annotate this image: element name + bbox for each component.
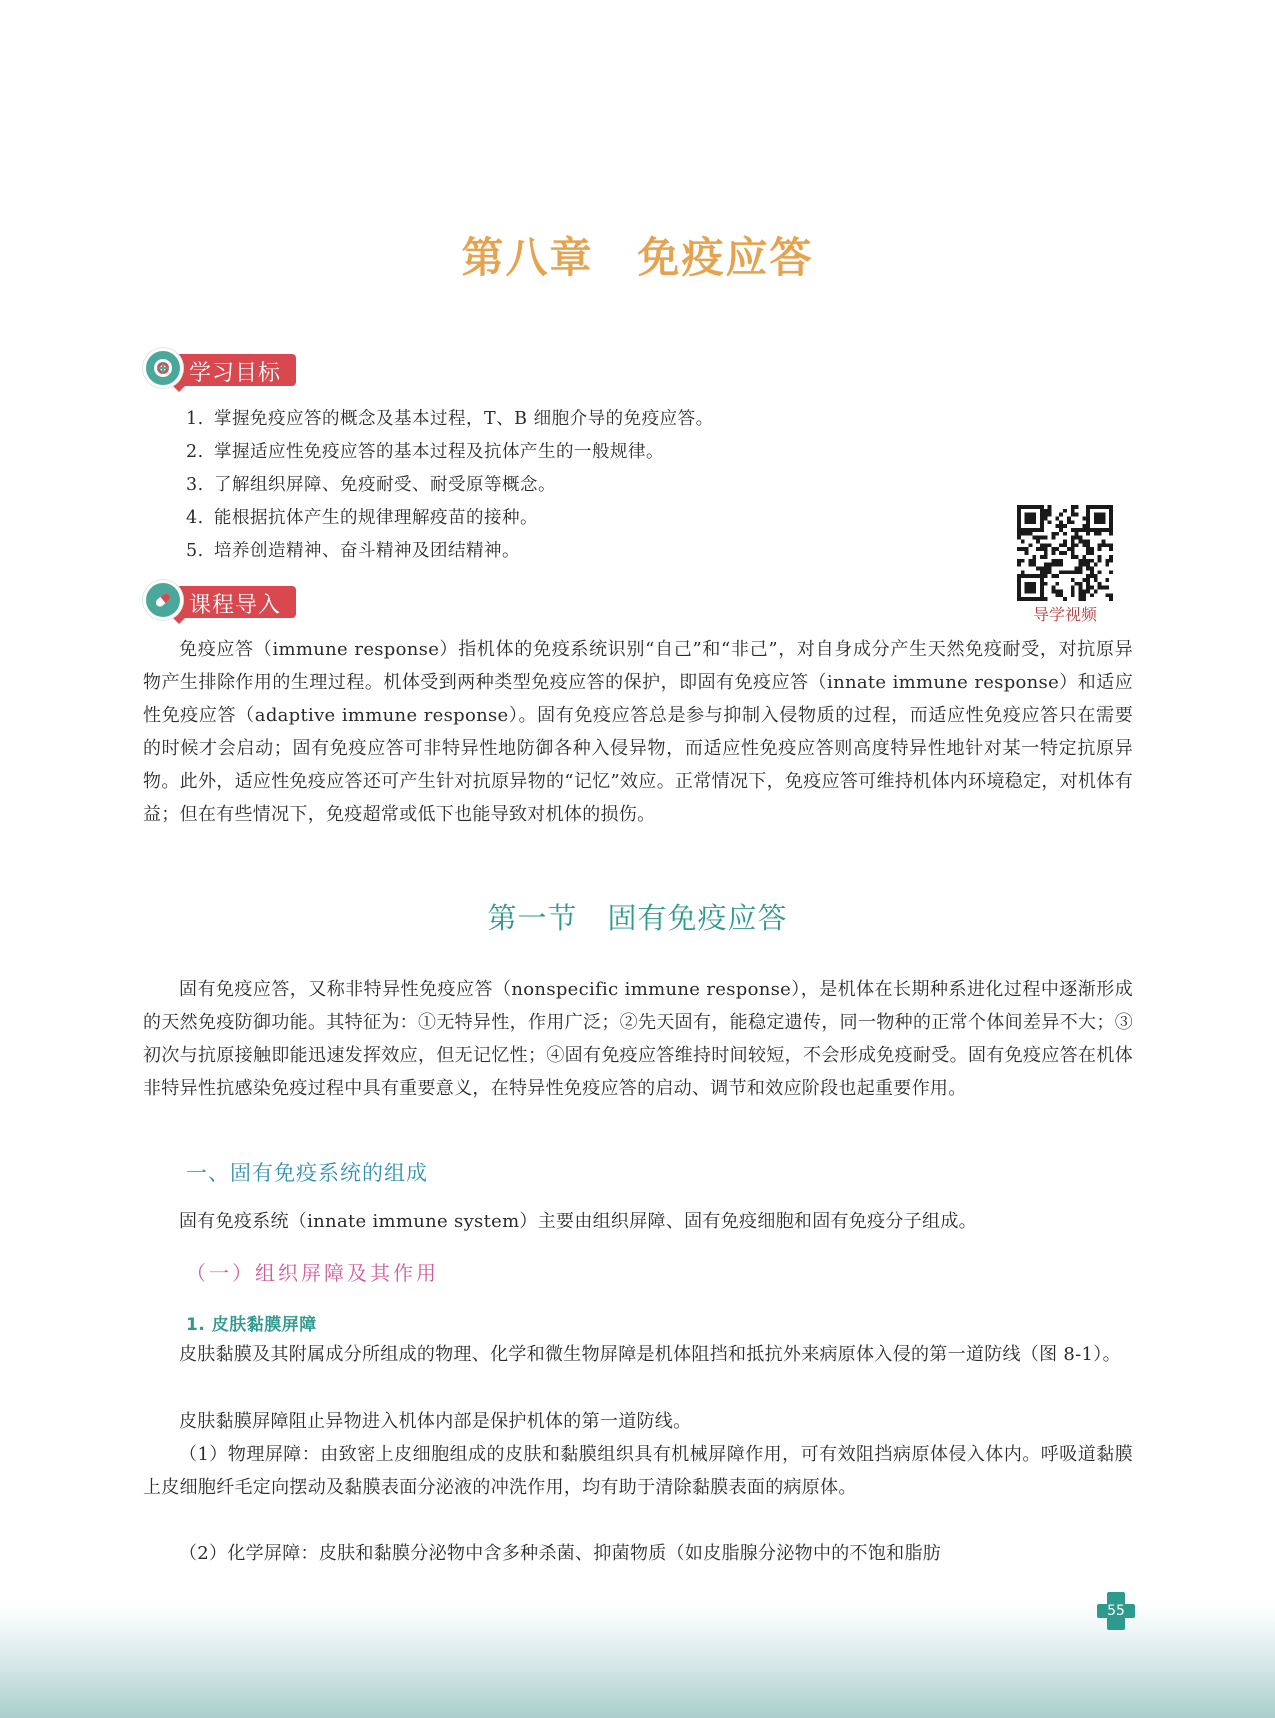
composition-paragraph: 固有免疫系统（innate immune system）主要由组织屏障、固有免疫细胞和固有免疫分子组成。 (179, 1211, 977, 1232)
list-item: 2. 掌握适应性免疫应答的基本过程及抗体产生的一般规律。 (186, 442, 664, 462)
section-title: 第一节 固有免疫应答 (487, 901, 788, 935)
physical-barrier-paragraph: （1）物理屏障：由致密上皮细胞组成的皮肤和黏膜组织具有机械屏障作用，可有效阻挡病原体侵入体内。呼吸道黏膜上皮细胞纤毛定向摆动及黏膜表面分泌液的冲洗作用，均有助于清除黏膜表面的病原体。 (143, 1444, 1133, 1498)
section-paragraph: 固有免疫应答，又称非特异性免疫应答（nonspecific immune response），是机体在长期种系进化过程中逐渐形成的天然免疫防御功能。其特征为：①无特异性，作用广泛；②先天固有，能稳定遗传，同一物种的正常个体间差异不大；③初次与抗原接触即能迅速发挥效应，但无记忆性；④固有免疫应答维持时间较短，不会形成免疫耐受。固有免疫应答在机体非特异性抗感染免疫过程中具有重要意义，在特异性免疫应答的启动、调节和效应阶段也起重要作用。 (143, 979, 1133, 1099)
page-number: 55 (1107, 1603, 1125, 1619)
list-item: 3. 了解组织屏障、免疫耐受、耐受原等概念。 (186, 475, 556, 495)
intro-paragraph: 免疫应答（immune response）指机体的免疫系统识别“自己”和“非己”，对自身成分产生天然免疫耐受，对抗原异物产生排除作用的生理过程。机体受到两种类型免疫应答的保护，即固有免疫应答（innate immune response）和适应性免疫应答（adaptive immune response）。固有免疫应答总是参与抑制入侵物质的过程，而适应性免疫应答只在需要的时候才会启动；固有免疫应答可非特异性地防御各种入侵异物，而适应性免疫应答则高度特异性地针对某一特定抗原异物。此外，适应性免疫应答还可产生针对抗原异物的“记忆”效应。正常情况下，免疫应答可维持机体内环境稳定，对机体有益；但在有些情况下，免疫超常或低下也能导致对机体的损伤。 (143, 639, 1133, 825)
subheading-skin-mucosa: 1. 皮肤黏膜屏障 (186, 1315, 317, 1335)
chapter-title: 第八章 免疫应答 (461, 233, 814, 282)
chemical-barrier-paragraph: （2）化学屏障：皮肤和黏膜分泌物中含多种杀菌、抑菌物质（如皮脂腺分泌物中的不饱和脂肪 (179, 1543, 942, 1564)
target-icon (143, 348, 183, 388)
pill-capsule-icon (143, 580, 183, 620)
subheading-composition: 一、固有免疫系统的组成 (186, 1161, 428, 1185)
list-item: 4. 能根据抗体产生的规律理解疫苗的接种。 (186, 508, 538, 528)
intro-badge (143, 580, 298, 624)
skin-barrier-paragraph-2: 皮肤黏膜屏障阻止异物进入机体内部是保护机体的第一道防线。 (179, 1411, 692, 1432)
list-item: 5. 培养创造精神、奋斗精神及团结精神。 (186, 541, 520, 561)
qr-caption: 导学视频 (1032, 605, 1097, 624)
intro-badge-label: 课程导入 (189, 593, 282, 618)
objectives-badge-label: 学习目标 (189, 361, 282, 386)
objectives-list (186, 403, 714, 568)
page-number-badge (1095, 1590, 1137, 1632)
objectives-badge (143, 348, 298, 392)
subheading-barriers: （一）组织屏障及其作用 (186, 1261, 439, 1285)
footer-band (0, 1605, 1275, 1718)
qr-code-icon[interactable] (1017, 505, 1113, 601)
list-item: 1. 掌握免疫应答的概念及基本过程，T、B 细胞介导的免疫应答。 (186, 409, 714, 429)
skin-barrier-paragraph-1: 皮肤黏膜及其附属成分所组成的物理、化学和微生物屏障是机体阻挡和抵抗外来病原体入侵的第一道防线（图 8-1）。 (179, 1344, 1121, 1365)
